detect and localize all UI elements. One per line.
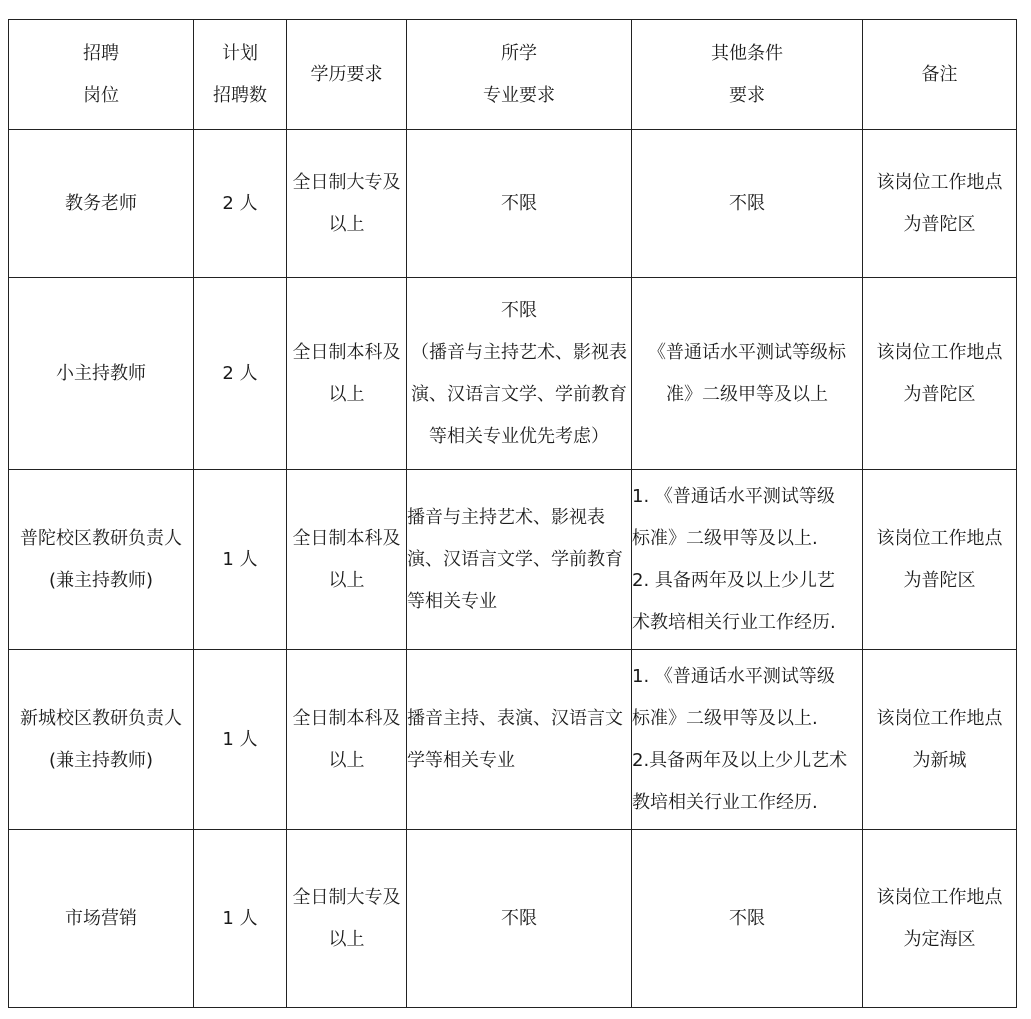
cell-line: 全日制大专及 [292, 171, 401, 193]
cell-line: 等相关专业 [407, 590, 497, 612]
header-line: 计划 [222, 42, 258, 64]
cell-line: (兼主持教师) [48, 569, 154, 591]
header-line: 岗位 [83, 84, 119, 106]
cell-major [407, 130, 632, 278]
cell-line: 全日制本科及 [292, 527, 401, 549]
cell-line: 以上 [328, 928, 365, 950]
cell-line: 1 人 [222, 548, 258, 570]
cell-note [863, 650, 1017, 830]
cell-note [863, 278, 1017, 470]
cell-line: 该岗位工作地点 [876, 886, 1003, 908]
header-education [287, 20, 407, 130]
table-header-row [9, 20, 1017, 130]
header-major [407, 20, 632, 130]
cell-line: 不限 [729, 907, 765, 929]
cell-education [287, 470, 407, 650]
cell-major [407, 470, 632, 650]
cell-line: 等相关专业优先考虑） [429, 425, 609, 447]
cell-major [407, 830, 632, 1008]
table-row [9, 130, 1017, 278]
header-line: 招聘数 [213, 84, 267, 106]
cell-line: 该岗位工作地点 [876, 341, 1003, 363]
header-line: 其他条件 [711, 42, 783, 64]
cell-line: (兼主持教师) [48, 749, 154, 771]
cell-line: 演、汉语言文学、学前教育 [411, 383, 627, 405]
cell-line: 标准》二级甲等及以上. [632, 707, 818, 729]
header-line: 所学 [501, 42, 537, 64]
cell-education [287, 278, 407, 470]
cell-line: 1 人 [222, 728, 258, 750]
cell-major [407, 278, 632, 470]
cell-line: 新城校区教研负责人 [20, 707, 182, 729]
cell-education [287, 130, 407, 278]
cell-note [863, 130, 1017, 278]
cell-other [632, 278, 863, 470]
cell-line: 播音主持、表演、汉语言文 [407, 707, 623, 729]
cell-line: 以上 [328, 213, 365, 235]
cell-line: 全日制本科及 [292, 707, 401, 729]
header-line: 学历要求 [310, 63, 383, 85]
cell-other [632, 130, 863, 278]
table-row [9, 278, 1017, 470]
cell-line: 2 人 [222, 362, 258, 384]
cell-line: 普陀校区教研负责人 [20, 527, 182, 549]
cell-line: 1. 《普通话水平测试等级 [632, 665, 835, 687]
cell-position [9, 130, 194, 278]
recruitment-table [8, 19, 1017, 1008]
header-other [632, 20, 863, 130]
cell-line: 为普陀区 [903, 213, 976, 235]
cell-line: 准》二级甲等及以上 [666, 383, 828, 405]
cell-other [632, 470, 863, 650]
header-line: 专业要求 [483, 84, 555, 106]
cell-line: 播音与主持艺术、影视表 [407, 506, 605, 528]
cell-line: 不限 [729, 192, 765, 214]
cell-line: 2 人 [222, 192, 258, 214]
header-note [863, 20, 1017, 130]
cell-note [863, 830, 1017, 1008]
table-row [9, 830, 1017, 1008]
cell-line: 为定海区 [903, 928, 976, 950]
table-row [9, 470, 1017, 650]
cell-line: 《普通话水平测试等级标 [648, 341, 846, 363]
cell-line: 教务老师 [65, 192, 137, 214]
table-row [9, 650, 1017, 830]
header-position [9, 20, 194, 130]
cell-count [194, 130, 287, 278]
cell-count [194, 278, 287, 470]
cell-line: 为普陀区 [903, 383, 976, 405]
cell-line: 标准》二级甲等及以上. [632, 527, 818, 549]
recruitment-table-container [8, 19, 1016, 1008]
cell-line: 1 人 [222, 907, 258, 929]
cell-line: 2. 具备两年及以上少儿艺 [632, 569, 835, 591]
header-count [194, 20, 287, 130]
header-line: 备注 [921, 63, 958, 85]
cell-line: 不限 [501, 299, 537, 321]
cell-position [9, 830, 194, 1008]
cell-line: 演、汉语言文学、学前教育 [407, 548, 623, 570]
cell-count [194, 470, 287, 650]
header-line: 要求 [729, 84, 765, 106]
cell-position [9, 650, 194, 830]
cell-line: 为新城 [912, 749, 967, 771]
cell-line: （播音与主持艺术、影视表 [411, 341, 627, 363]
cell-count [194, 650, 287, 830]
cell-line: 为普陀区 [903, 569, 976, 591]
cell-line: 不限 [501, 192, 537, 214]
cell-line: 学等相关专业 [407, 749, 515, 771]
cell-line: 市场营销 [65, 907, 137, 929]
cell-line: 不限 [501, 907, 537, 929]
cell-line: 该岗位工作地点 [876, 171, 1003, 193]
cell-other [632, 830, 863, 1008]
cell-line: 2.具备两年及以上少儿艺术 [632, 749, 848, 771]
cell-line: 术教培相关行业工作经历. [632, 611, 836, 633]
cell-count [194, 830, 287, 1008]
cell-line: 该岗位工作地点 [876, 707, 1003, 729]
cell-education [287, 830, 407, 1008]
cell-other [632, 650, 863, 830]
cell-line: 该岗位工作地点 [876, 527, 1003, 549]
cell-education [287, 650, 407, 830]
header-line: 招聘 [83, 42, 119, 64]
cell-line: 小主持教师 [56, 362, 146, 384]
cell-line: 以上 [328, 383, 365, 405]
cell-line: 以上 [328, 569, 365, 591]
cell-line: 全日制大专及 [292, 886, 401, 908]
cell-line: 1. 《普通话水平测试等级 [632, 485, 835, 507]
cell-note [863, 470, 1017, 650]
cell-position [9, 470, 194, 650]
cell-line: 全日制本科及 [292, 341, 401, 363]
cell-line: 教培相关行业工作经历. [632, 791, 818, 813]
cell-major [407, 650, 632, 830]
cell-line: 以上 [328, 749, 365, 771]
cell-position [9, 278, 194, 470]
